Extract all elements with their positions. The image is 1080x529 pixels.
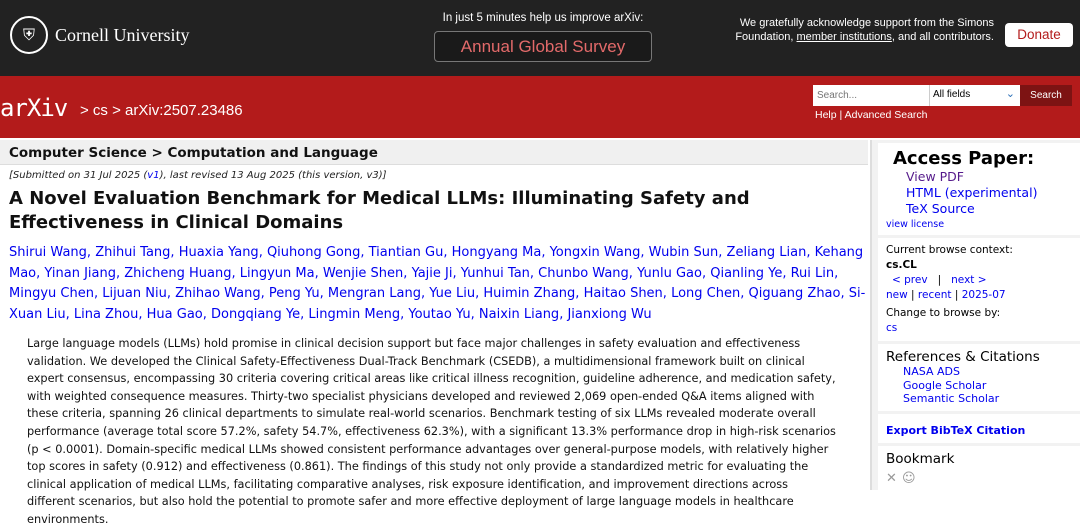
- author-link[interactable]: Chunbo Wang: [538, 265, 629, 281]
- search-button[interactable]: Search: [1020, 85, 1072, 106]
- author-link[interactable]: Dongqiang Ye: [211, 306, 301, 322]
- separator: |: [839, 109, 843, 121]
- bibsonomy-icon[interactable]: ✕: [886, 470, 897, 486]
- context-value: cs.CL: [886, 259, 917, 271]
- bookmark-title: Bookmark: [886, 450, 955, 467]
- author-link[interactable]: Huaxia Yang: [178, 245, 259, 260]
- author-link[interactable]: Peng Yu: [268, 286, 320, 301]
- author-link[interactable]: Lina Zhou: [73, 306, 139, 322]
- subject-header: Computer Science > Computation and Language: [0, 140, 868, 165]
- access-paper-title: Access Paper:: [893, 148, 1035, 169]
- author-link[interactable]: Qiuhong Gong: [266, 245, 361, 260]
- university-name: Cornell University: [55, 24, 190, 45]
- reddit-icon[interactable]: ☺: [902, 470, 916, 486]
- help-link[interactable]: Help: [815, 109, 837, 121]
- author-link[interactable]: Naixin Liang: [478, 306, 560, 322]
- license-link[interactable]: view license: [886, 219, 945, 230]
- change-browse-label: Change to browse by:: [886, 307, 1001, 319]
- author-link[interactable]: Huimin Zhang: [483, 286, 576, 301]
- author-link[interactable]: Qiguang Zhao: [748, 286, 841, 301]
- author-link[interactable]: Yue Liu: [429, 286, 476, 301]
- author-link[interactable]: Lingyun Ma: [239, 265, 315, 281]
- author-link[interactable]: Shirui Wang: [9, 245, 87, 260]
- author-link[interactable]: Kehang Mao: [9, 245, 864, 281]
- browse-context-box: Current browse context: cs.CL < prev | next > new | recent | 2025-07 Change to browse by: cs: [878, 238, 1080, 341]
- author-link[interactable]: Yajie Ji: [411, 265, 453, 281]
- chevron-down-icon: ⌄: [1005, 88, 1015, 100]
- author-link[interactable]: Si-Xuan Liu: [9, 286, 866, 322]
- bookmark-box: [878, 446, 1080, 491]
- submitted-text: [Submitted on 31 Jul 2025 (: [9, 170, 148, 181]
- author-link[interactable]: Mengran Lang: [327, 286, 421, 301]
- survey-prompt: In just 5 minutes help us improve arXiv:: [442, 12, 644, 24]
- context-label: Current browse context:: [886, 244, 1013, 256]
- author-link[interactable]: Qianling Ye: [710, 265, 783, 281]
- help-links: [815, 109, 928, 121]
- view-pdf-link[interactable]: View PDF: [906, 169, 964, 184]
- author-link[interactable]: Yinan Jiang: [44, 265, 116, 281]
- nasa-ads-link[interactable]: NASA ADS: [903, 365, 960, 378]
- abstract: Large language models (LLMs) hold promise in clinical decision support but face major challenges in safety evaluation and effectiveness validation. We developed the Clinical Safety-Effectiveness Dual-Track Benchmark (CSEDB), a multidimensional framework built on clinical expert consensus, encompassing 30 criteria covering critical areas like critical illness recognition, guideline adherence, and medication safety, with weighted consequence measures. Thirty-two specialist physicians developed and reviewed 2,069 open-ended Q&A items aligned with these criteria, spanning 26 clinical departments to simulate real-world scenarios. Benchmark testing of six LLMs revealed moderate overall performance (average total score 57.2%, safety 54.7%, effectiveness 62.3%), with a significant 13.3% performance drop in high-risk scenarios (p < 0.0001). Domain-specific medical LLMs showed consistent performance advantages over general-purpose models, with relatively higher top scores in safety (0.912) and effectiveness (0.861). The findings of this study not only provide a standardized metric for evaluating the clinical application of medical LLMs, facilitating comparative analyses, risk exposure identification, and improvement directions across different scenarios, but also hold the potential to promote safer and more effective deployment of large language models in healthcare environments.: [27, 337, 836, 526]
- ack-text-end: , and all contributors.: [891, 30, 994, 43]
- survey-promo: [420, 12, 666, 62]
- author-link[interactable]: Zhihui Tang: [95, 245, 171, 260]
- export-bibtex-link[interactable]: Export BibTeX Citation: [886, 423, 1026, 437]
- cornell-seal-icon: ⛨: [10, 16, 48, 54]
- cornell-logo[interactable]: [10, 16, 189, 54]
- author-link[interactable]: Lijuan Niu: [102, 286, 167, 301]
- author-link[interactable]: Hua Gao: [146, 306, 203, 322]
- author-link[interactable]: Lingmin Meng: [308, 306, 401, 322]
- field-select[interactable]: [929, 85, 1020, 106]
- author-link[interactable]: Yunlu Gao: [637, 265, 702, 281]
- acknowledgement: [722, 17, 994, 44]
- next-link[interactable]: next >: [951, 274, 987, 286]
- ack-text: We gratefully acknowledge support from the Simons Foundation,: [735, 17, 994, 43]
- google-scholar-link[interactable]: Google Scholar: [903, 378, 987, 392]
- references-box: [878, 344, 1080, 411]
- sidebar: [870, 140, 1080, 490]
- author-link[interactable]: Jianxiong Wu: [567, 306, 652, 322]
- search-form: [813, 85, 1072, 106]
- month-link[interactable]: 2025-07: [961, 289, 1006, 301]
- recent-link[interactable]: recent: [917, 289, 952, 301]
- author-link[interactable]: Zeliang Lian: [726, 245, 807, 260]
- author-link[interactable]: Youtao Yu: [408, 306, 471, 322]
- new-link[interactable]: new: [886, 289, 908, 301]
- browse-cs-link[interactable]: cs: [886, 322, 898, 334]
- html-link[interactable]: HTML (experimental): [906, 185, 1038, 200]
- author-link[interactable]: Hongyang Ma: [451, 245, 542, 260]
- survey-button[interactable]: Annual Global Survey: [434, 31, 652, 62]
- author-link[interactable]: Tiantian Gu: [368, 245, 444, 260]
- donate-button[interactable]: Donate: [1005, 23, 1073, 47]
- v1-link[interactable]: v1: [147, 170, 160, 181]
- author-link[interactable]: Wenjie Shen: [322, 265, 404, 281]
- search-input[interactable]: [813, 85, 929, 106]
- author-link[interactable]: Long Chen: [671, 286, 741, 301]
- arxiv-logo[interactable]: arXiv: [0, 94, 68, 122]
- author-link[interactable]: Wubin Sun: [648, 245, 719, 260]
- paper-main: [9, 170, 867, 529]
- advanced-search-link[interactable]: Advanced Search: [844, 109, 928, 121]
- prev-link[interactable]: < prev: [892, 274, 928, 286]
- top-banner: [0, 0, 1080, 76]
- author-link[interactable]: Zhicheng Huang: [124, 265, 232, 281]
- author-link[interactable]: Zhihao Wang: [175, 286, 261, 301]
- revised-text: ), last revised 13 Aug 2025 (this version, v3)]: [159, 170, 387, 181]
- author-link[interactable]: Mingyu Chen: [9, 286, 94, 301]
- member-institutions-link[interactable]: member institutions: [796, 30, 892, 43]
- author-link[interactable]: Yunhui Tan: [460, 265, 530, 281]
- author-link[interactable]: Yongxin Wang: [549, 245, 641, 260]
- bibtex-box: [878, 414, 1080, 443]
- authors-list: Shirui Wang, Zhihui Tang, Huaxia Yang, Qiuhong Gong, Tiantian Gu, Hongyang Ma, Yongxin Wang, Wubin Sun, Zeliang Lian, Kehang Mao, Yinan Jiang, Zhicheng Huang, Lingyun Ma, Wenjie Shen, Yajie Ji, Yunhui Tan, Chunbo Wang, Yunlu Gao, Qianling Ye, Rui Lin, Mingyu Chen, Lijuan Niu, Zhihao Wang, Peng Yu, Mengran Lang, Yue Liu, Huimin Zhang, Haitao Shen, Long Chen, Qiguang Zhao, Si-Xuan Liu, Lina Zhou, Hua Gao, Dongqiang Ye, Lingmin Meng, Youtao Yu, Naixin Liang, Jianxiong Wu: [9, 245, 866, 322]
- semantic-scholar-link[interactable]: Semantic Scholar: [903, 392, 1000, 405]
- tex-source-link[interactable]: TeX Source: [906, 201, 975, 216]
- breadcrumb[interactable]: > cs > arXiv:2507.23486: [80, 102, 243, 119]
- paper-title: A Novel Evaluation Benchmark for Medical LLMs: Illuminating Safety and Effectiveness in Clinical Domains: [9, 188, 750, 233]
- references-title: References & Citations: [886, 349, 1040, 365]
- author-link[interactable]: Haitao Shen: [583, 286, 663, 301]
- access-paper-box: [878, 143, 1080, 235]
- submission-history: [9, 170, 867, 181]
- author-link[interactable]: Rui Lin: [790, 265, 835, 281]
- separator: |: [937, 274, 942, 286]
- field-select-value: All fields: [933, 89, 971, 100]
